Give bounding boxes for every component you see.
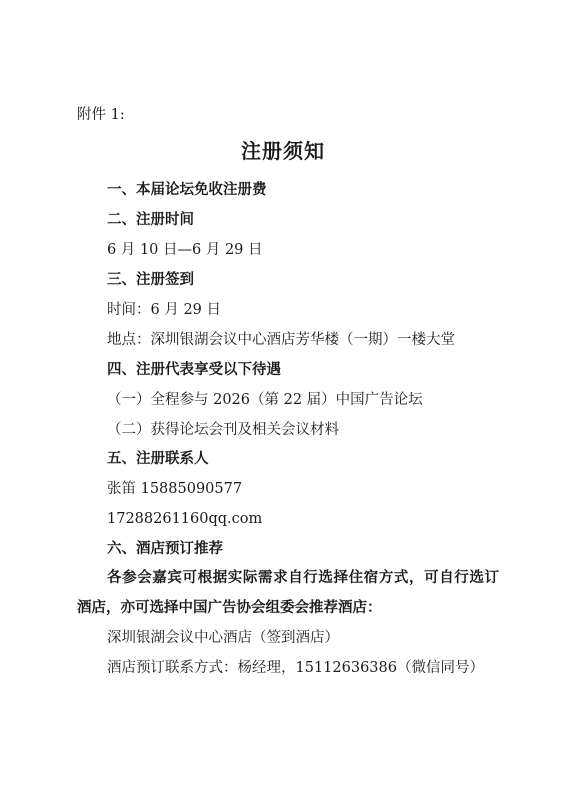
section-6-heading: 六、酒店预订推荐 [107, 541, 223, 557]
registration-dates: 6 月 10 日—6 月 29 日 [107, 242, 263, 258]
checkin-time: 时间：6 月 29 日 [107, 302, 222, 318]
hotel-paragraph-line-2: 酒店，亦可选择中国广告协会组委会推荐酒店： [77, 600, 382, 616]
recommended-hotel: 深圳银湖会议中心酒店（签到酒店） [107, 630, 339, 646]
section-3-heading: 三、注册签到 [107, 272, 194, 288]
checkin-place: 地点：深圳银湖会议中心酒店芳华楼（一期）一楼大堂 [107, 332, 455, 348]
hotel-paragraph-line-1: 各参会嘉宾可根据实际需求自行选择住宿方式，可自行选订 [107, 570, 500, 586]
section-2-heading: 二、注册时间 [107, 212, 194, 228]
section-1-heading: 一、本届论坛免收注册费 [107, 182, 267, 198]
attachment-label: 附件 1: [77, 107, 125, 123]
section-4-heading: 四、注册代表享受以下待遇 [107, 362, 281, 378]
section-5-heading: 五、注册联系人 [107, 451, 209, 467]
benefit-item-2: （二）获得论坛会刊及相关会议材料 [107, 422, 339, 438]
hotel-booking-contact: 酒店预订联系方式：杨经理，15112636386（微信同号） [107, 660, 484, 676]
contact-person: 张笛 15885090577 [107, 481, 243, 497]
page-title: 注册须知 [241, 139, 325, 163]
benefit-item-1: （一）全程参与 2026（第 22 届）中国广告论坛 [107, 392, 423, 408]
contact-email: 17288261160qq.com [107, 511, 263, 527]
